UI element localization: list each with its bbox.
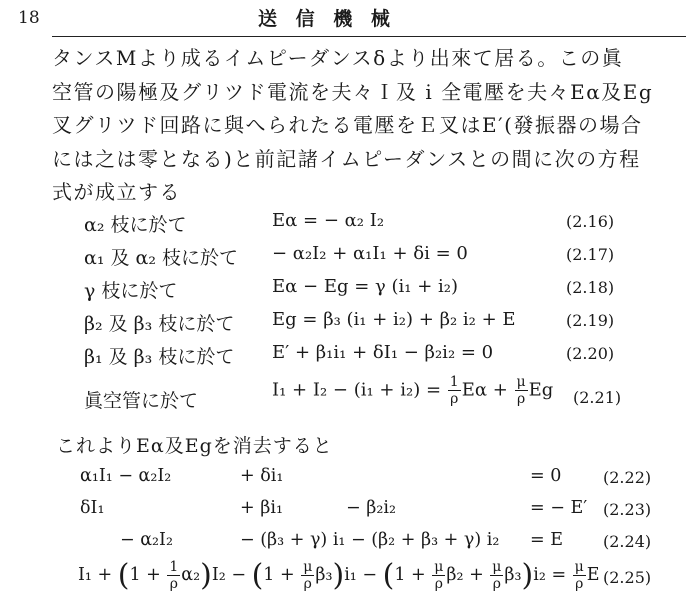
paragraph-line: タンスMより成るイムピーダンスδより出來て居る。この眞 (52, 46, 624, 70)
fraction-mu-over-rho (573, 559, 586, 592)
equation-term: i₂ = (533, 565, 572, 585)
left-paren: ( (117, 558, 130, 593)
equation: − α₂I₂ + α₁I₁ + δi = 0 (272, 243, 468, 264)
equation-number: (2.23) (603, 500, 652, 519)
numerator: μ (516, 374, 526, 390)
equation-lhs: I₁ + I₂ − (i₁ + i₂) = (272, 379, 442, 401)
numerator: μ (303, 559, 313, 575)
equation-term: I₁ + (78, 565, 118, 585)
equation-rhs: = E (530, 530, 564, 550)
equation-number: (2.21) (573, 388, 622, 407)
equation: Eα − Eg = γ (i₁ + i₂) (272, 276, 459, 297)
denominator: ρ (303, 576, 312, 592)
equation-number: (2.18) (566, 278, 615, 297)
denominator: ρ (434, 576, 443, 592)
denominator: ρ (450, 391, 459, 407)
fraction-mu-over-rho (490, 559, 503, 592)
equation-number: (2.24) (603, 532, 652, 551)
equation-term: E (586, 565, 600, 585)
equation-term: 1 + (394, 565, 432, 585)
equation: Eα = − α₂ I₂ (272, 210, 385, 231)
branch-label: α₂ 枝に於て (84, 214, 187, 236)
right-paren: ) (200, 558, 212, 593)
equation-term: δI₁ (80, 498, 105, 518)
equation-2-25 (78, 558, 600, 593)
equation-term: β₃ (315, 565, 333, 585)
equation-number: (2.16) (566, 212, 615, 231)
running-head: 送 信 機 械 (258, 8, 396, 30)
fraction-mu-over-rho (515, 374, 528, 407)
equation-term: β₂ + (446, 565, 490, 585)
paragraph-line: 叉グリツド回路に與へられたる電壓をＥ叉はE′(發振器の場合 (52, 113, 643, 137)
paragraph-line: 空管の陽極及グリツド電流を夫々Ｉ及 i 全電壓を夫々Eα及Eg (52, 79, 654, 104)
numerator: μ (574, 559, 584, 575)
numerator: 1 (449, 374, 459, 390)
fraction-one-over-rho (448, 374, 461, 407)
body-paragraph (52, 42, 672, 210)
branch-label: γ 枝に於て (84, 280, 178, 302)
equation-term: − β₂i₂ (346, 498, 396, 518)
fraction-mu-over-rho (432, 559, 445, 592)
plus-sign: + (492, 379, 508, 401)
equation-term: I₂ − (211, 565, 252, 585)
equation: Eg = β₃ (i₁ + i₂) + β₂ i₂ + E (272, 309, 516, 330)
numerator: μ (434, 559, 444, 575)
equation-rhs: = − E′ (530, 498, 588, 518)
branch-label: 眞空管に於て (84, 390, 199, 412)
denominator: ρ (575, 576, 584, 592)
fraction-one-over-rho (167, 559, 180, 592)
equation-term: i₁ − (344, 565, 383, 585)
right-paren: ) (521, 558, 534, 593)
elimination-text: これよりEα及Egを消去すると (56, 435, 333, 457)
denominator: ρ (169, 576, 178, 592)
equation-number: (2.22) (603, 468, 652, 487)
equation-term: α₂ (181, 565, 201, 585)
right-paren: ) (332, 558, 345, 593)
fraction-mu-over-rho (301, 559, 314, 592)
left-paren: ( (382, 558, 395, 593)
equation-term: − (β₃ + γ) i₁ − (β₂ + β₃ + γ) i₂ (240, 530, 500, 550)
branch-label: β₁ 及 β₃ 枝に於て (84, 346, 235, 368)
left-paren: ( (251, 558, 264, 593)
denominator: ρ (492, 576, 501, 592)
paragraph-line: には之は零となる)と前記諸イムピーダンスとの間に次の方程 (52, 146, 641, 171)
branch-label: β₂ 及 β₃ 枝に於て (84, 313, 235, 335)
equation-2-21 (272, 374, 553, 407)
equation-number: (2.17) (566, 245, 615, 264)
equation: E′ + β₁i₁ + δI₁ − β₂i₂ = 0 (272, 342, 494, 363)
equation-number: (2.19) (566, 311, 615, 330)
equation-rhs: = 0 (530, 466, 562, 486)
numerator: 1 (169, 559, 179, 575)
equation-term: 1 + (129, 565, 167, 585)
page-number: 18 (18, 8, 40, 28)
header-rule (52, 36, 686, 37)
denominator: ρ (516, 391, 526, 407)
equation-term: β₃ (504, 565, 522, 585)
numerator: μ (492, 559, 502, 575)
branch-label: α₁ 及 α₂ 枝に於て (84, 247, 239, 269)
grid-voltage: Eg (528, 379, 554, 401)
equation-term: α₁I₁ − α₂I₂ (80, 466, 172, 486)
equation-term: 1 + (263, 565, 301, 585)
equation-number: (2.20) (566, 344, 615, 363)
equation-term: − α₂I₂ (120, 530, 173, 550)
equation-term: + δi₁ (240, 466, 284, 486)
equation-number: (2.25) (603, 568, 652, 587)
paragraph-line: 式が成立する (52, 180, 181, 204)
anode-voltage: Eα (461, 379, 487, 401)
equation-term: + βi₁ (240, 498, 283, 518)
